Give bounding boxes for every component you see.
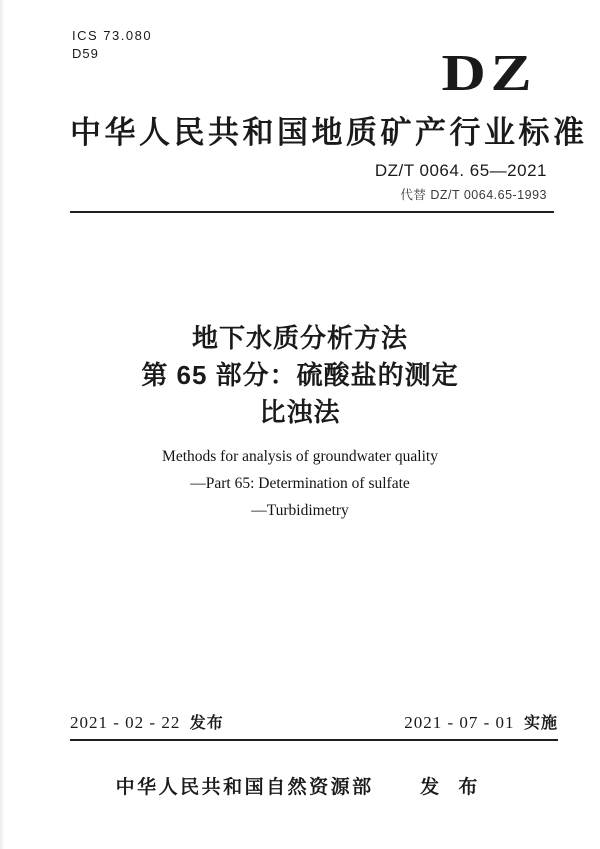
publisher-row xyxy=(0,772,600,799)
standard-series-name: 中华人民共和国地质矿产行业标准 xyxy=(70,115,588,150)
date-row xyxy=(70,710,558,741)
publisher-name: 中华人民共和国自然资源部 xyxy=(115,777,374,798)
standard-number: DZ/T 0064. 65—2021 xyxy=(374,161,547,180)
replaces-note: 代替 DZ/T 0064.65-1993 xyxy=(400,188,547,202)
implement-date-group xyxy=(404,710,558,733)
issue-date-group xyxy=(70,710,224,733)
publish-action-label: 发 布 xyxy=(420,777,485,798)
title-chinese xyxy=(0,320,600,431)
issue-date: 2021 - 02 - 22 xyxy=(70,713,181,732)
header-rule xyxy=(70,211,554,213)
title-en-line2: —Part 65: Determination of sulfate xyxy=(190,475,410,492)
title-english xyxy=(0,443,600,524)
dz-standard-logo: DZ xyxy=(441,45,536,102)
ics-code: ICS 73.080 xyxy=(72,28,153,43)
implement-action-label: 实施 xyxy=(523,715,558,732)
issue-action-label: 发布 xyxy=(189,715,224,732)
title-cn-line1: 地下水质分析方法 xyxy=(191,323,408,353)
title-en-line1: Methods for analysis of groundwater quality xyxy=(162,448,438,465)
implement-date: 2021 - 07 - 01 xyxy=(404,713,515,732)
title-cn-line3: 比浊法 xyxy=(259,397,341,427)
document-class-code: D59 xyxy=(72,46,99,61)
title-en-line3: —Turbidimetry xyxy=(251,502,349,519)
title-cn-line2: 第 65 部分：硫酸盐的测定 xyxy=(141,360,459,390)
